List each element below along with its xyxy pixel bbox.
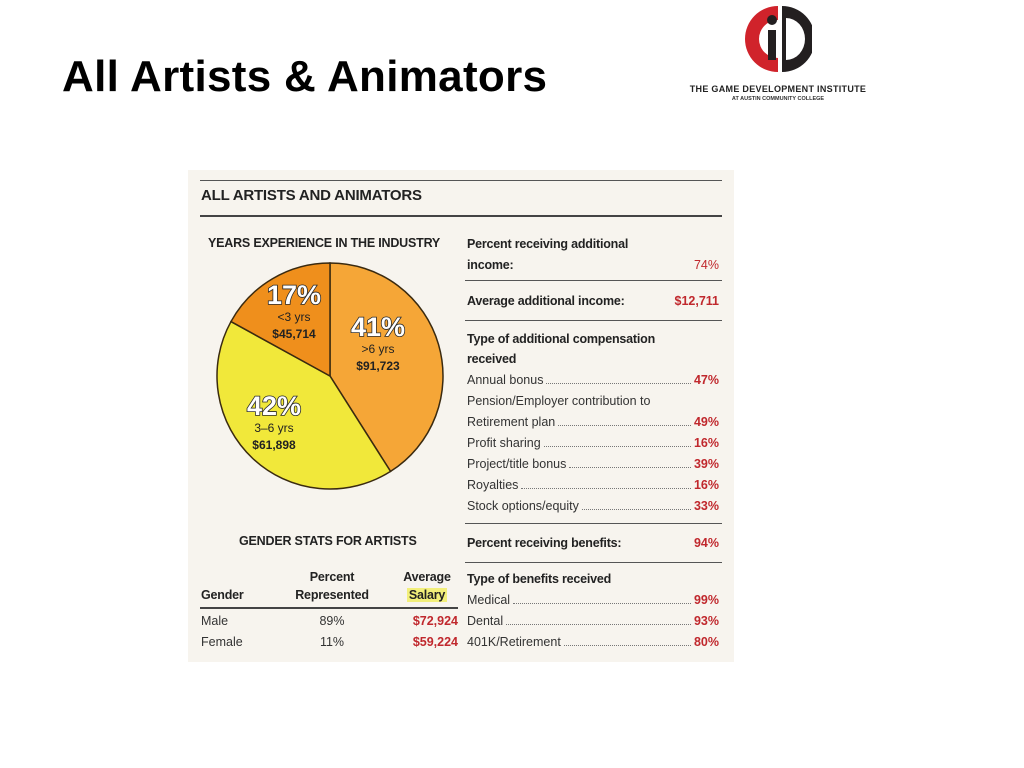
col-salary-line1: Average (403, 570, 451, 584)
divider (465, 280, 722, 281)
percent-male: 89% (319, 614, 345, 628)
col-salary-line2 (392, 588, 462, 602)
leader-dots (546, 383, 691, 384)
divider (465, 562, 722, 563)
salary-female: $59,224 (412, 635, 458, 649)
benefit-item-label: Medical (467, 593, 511, 607)
benefit-item (467, 593, 719, 607)
pie-salary-label: $91,723 (356, 359, 400, 373)
leader-dots (569, 467, 691, 468)
comp-heading-1: Type of additional compensation (467, 332, 656, 346)
gender-female: Female (201, 635, 243, 649)
comp-item (467, 457, 719, 471)
comp-item-label: Annual bonus (467, 373, 544, 387)
gender-heading: GENDER STATS FOR ARTISTS (239, 534, 417, 548)
pie-percent-label: 17% (266, 280, 322, 310)
benefit-item-value: 99% (693, 593, 719, 607)
benefit-item-label: Dental (467, 614, 504, 628)
leader-dots (582, 509, 691, 510)
comp-item-value: 33% (693, 499, 719, 513)
gd-logo-icon (742, 0, 812, 78)
divider (465, 523, 722, 524)
comp-item-value: 47% (693, 373, 719, 387)
benefits-label: Percent receiving benefits: (467, 536, 622, 550)
avg-additional-value: $12,711 (674, 294, 719, 308)
col-gender: Gender (201, 588, 244, 602)
comp-item-value: 16% (693, 478, 719, 492)
pie-salary-label: $45,714 (272, 327, 316, 341)
institute-logo (680, 0, 876, 110)
leader-dots (558, 425, 691, 426)
comp-item-value: 49% (693, 415, 719, 429)
divider (200, 215, 722, 217)
comp-item-value: 39% (693, 457, 719, 471)
pct-additional-label-2: income: (467, 258, 514, 272)
avg-additional-label: Average additional income: (467, 294, 625, 308)
comp-item-value: 16% (693, 436, 719, 450)
experience-pie-chart (210, 256, 450, 496)
leader-dots (506, 624, 691, 625)
slide-title: All Artists & Animators (62, 52, 548, 101)
benefit-item (467, 635, 719, 649)
benefit-item-value: 93% (693, 614, 719, 628)
pct-additional-value: 74% (693, 258, 719, 272)
panel-title: ALL ARTISTS AND ANIMATORS (201, 187, 422, 204)
leader-dots (521, 488, 691, 489)
leader-dots (544, 446, 691, 447)
leader-dots (564, 645, 691, 646)
pct-additional-label-1: Percent receiving additional (467, 237, 629, 251)
divider (200, 607, 458, 609)
comp-item (467, 499, 719, 513)
comp-item-label: Retirement plan (467, 415, 556, 429)
col-salary-highlight: Salary (408, 588, 446, 602)
pie-percent-label: 42% (246, 391, 302, 421)
gender-male: Male (201, 614, 229, 628)
col-percent-line1: Percent (309, 570, 355, 584)
benefit-item-label: 401K/Retirement (467, 635, 561, 649)
percent-female: 11% (319, 635, 345, 649)
benefits-heading: Type of benefits received (467, 572, 612, 586)
comp-item (467, 415, 719, 429)
stats-panel (188, 170, 734, 662)
comp-item-label: Pension/Employer contribution to (467, 394, 651, 408)
pie-years-label: 3–6 yrs (254, 421, 294, 435)
pie-salary-label: $61,898 (252, 438, 296, 452)
benefit-item-value: 80% (693, 635, 719, 649)
benefits-value: 94% (693, 536, 719, 550)
logo-subtitle: AT AUSTIN COMMUNITY COLLEGE (731, 96, 825, 102)
logo-name: THE GAME DEVELOPMENT INSTITUTE (689, 84, 867, 94)
comp-item-label: Project/title bonus (467, 457, 567, 471)
divider (465, 320, 722, 321)
pie-years-label: <3 yrs (277, 310, 311, 324)
comp-item-label: Stock options/equity (467, 499, 579, 513)
comp-heading-2: received (467, 352, 517, 366)
comp-item-label: Royalties (467, 478, 519, 492)
divider (200, 180, 722, 181)
pie-percent-label: 41% (350, 312, 406, 342)
comp-item (467, 436, 719, 450)
pie-years-label: >6 yrs (361, 342, 395, 356)
col-percent-line2: Represented (295, 588, 369, 602)
benefit-item (467, 614, 719, 628)
comp-item (467, 478, 719, 492)
leader-dots (513, 603, 691, 604)
experience-heading: YEARS EXPERIENCE IN THE INDUSTRY (208, 236, 441, 250)
comp-item (467, 373, 719, 387)
comp-item-label: Profit sharing (467, 436, 541, 450)
salary-male: $72,924 (412, 614, 458, 628)
